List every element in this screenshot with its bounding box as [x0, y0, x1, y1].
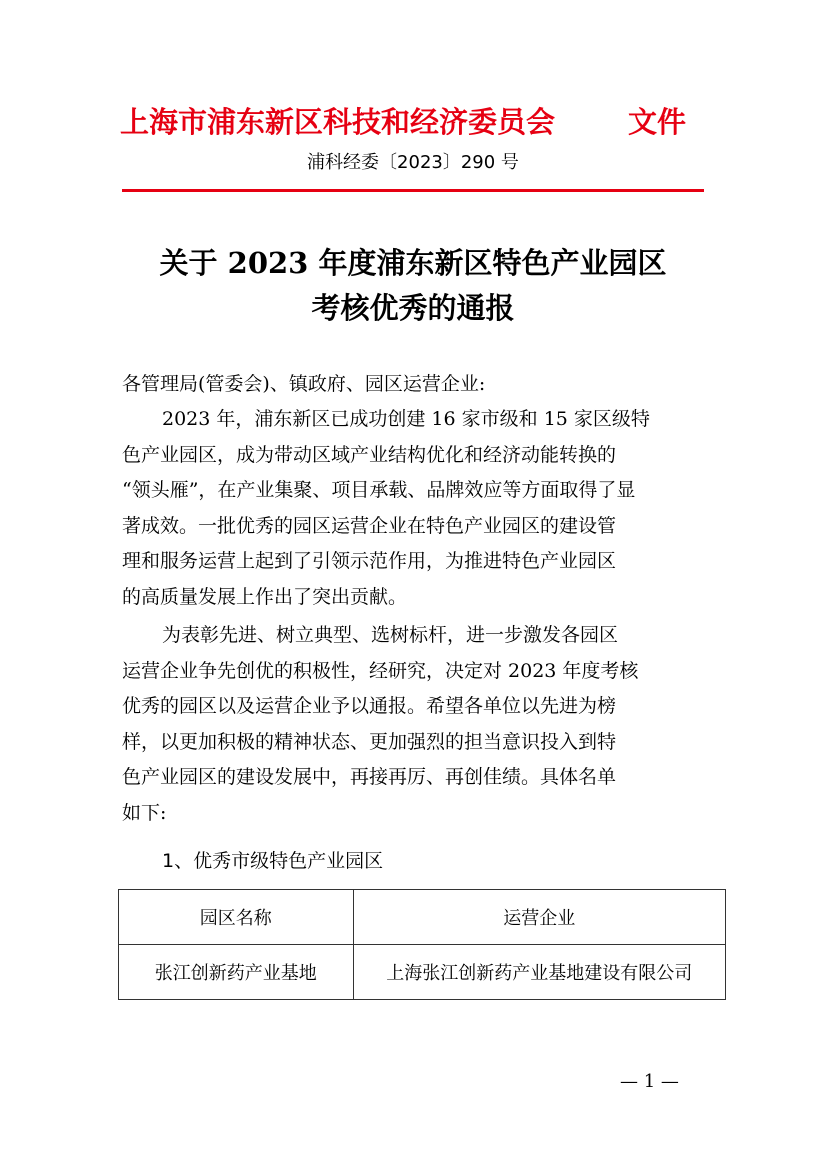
paragraph-line: 样，以更加积极的精神状态、更加强烈的担当意识投入到特	[122, 730, 617, 753]
paragraph-line: 色产业园区，成为带动区域产业结构优化和经济动能转换的	[122, 443, 617, 466]
page-number: — 1 —	[620, 1071, 679, 1092]
column-header-park-name: 园区名称	[119, 890, 354, 945]
section-heading-municipal-parks: 1、优秀市级特色产业园区	[162, 850, 384, 872]
paragraph-line: 理和服务运营上起到了引领示范作用，为推进特色产业园区	[122, 550, 617, 572]
table-cell-operator: 上海张江创新药产业基地建设有限公司	[353, 945, 725, 1000]
paragraph-line: 色产业园区的建设发展中，再接再厉、再创佳绩。具体名单	[122, 766, 617, 788]
notice-title-line-2: 考核优秀的通报	[311, 291, 515, 325]
paragraph-line: 为表彰先进、树立典型、选树标杆，进一步激发各园区	[162, 624, 619, 646]
paragraph-line: 优秀的园区以及运营企业予以通报。希望各单位以先进为榜	[122, 695, 617, 717]
issuer-header	[120, 100, 720, 144]
issuer-name: 上海市浦东新区科技和经济委员会	[120, 105, 556, 139]
table-cell-park-name: 张江创新药产业基地	[119, 945, 354, 1000]
body-paragraph-2	[122, 618, 708, 831]
table-row	[119, 945, 726, 1000]
body-paragraph-1	[122, 402, 708, 615]
addressee-line: 各管理局(管委会)、镇政府、园区运营企业:	[122, 373, 486, 395]
paragraph-line: 的高质量发展上作出了突出贡献。	[122, 585, 408, 608]
notice-title-line-1: 关于 2023 年度浦东新区特色产业园区	[159, 246, 667, 280]
excellent-parks-table	[118, 889, 726, 1000]
paragraph-line: 著成效。一批优秀的园区运营企业在特色产业园区的建设管	[122, 514, 617, 537]
paragraph-line: 2023 年，浦东新区已成功创建 16 家市级和 15 家区级特	[162, 408, 650, 430]
paragraph-line: 如下:	[122, 801, 167, 824]
table-header-row	[119, 890, 726, 945]
paragraph-line: 运营企业争先创优的积极性，经研究，决定对 2023 年度考核	[122, 659, 639, 682]
doc-type-label: 文件	[628, 105, 687, 139]
document-number: 浦科经委〔2023〕290 号	[307, 152, 519, 173]
red-separator-line	[122, 189, 704, 192]
column-header-operator: 运营企业	[353, 890, 725, 945]
paragraph-line: “领头雁”，在产业集聚、项目承载、品牌效应等方面取得了显	[122, 479, 636, 501]
